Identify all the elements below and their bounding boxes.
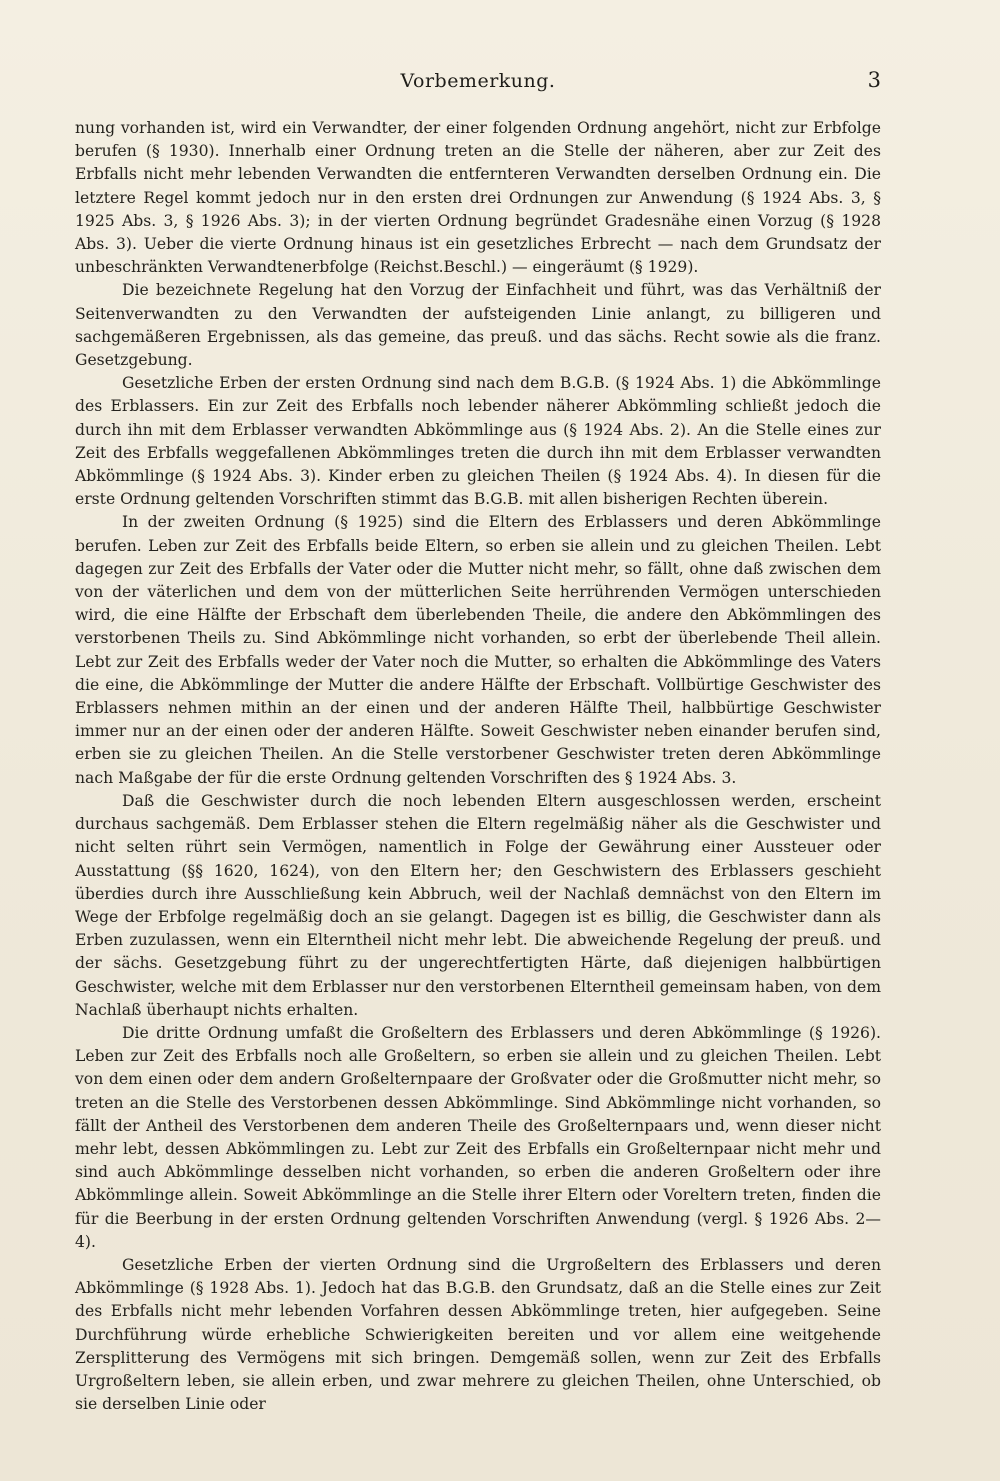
paragraph-erste-ordnung: Gesetzliche Erben der ersten Ordnung sind nach dem B.G.B. (§ 1924 Abs. 1) die Abkömmlinge des Erblassers. Ein zur Zeit des Erbfalls noch lebender näherer Abkömmling schließt jedoch die durch ihn mit dem Erblasser verwandten Abkömmlinge aus (§ 1924 Abs. 2). An die Stelle eines zur Zeit des Erbfalls weggefallenen Abkömmlinges treten die durch ihn mit dem Erblasser verwandten Abkömmlinge (§ 1924 Abs. 3). Kinder erben zu gleichen Theilen (§ 1924 Abs. 4). In diesen für die erste Ordnung geltenden Vorschriften stimmt das B.G.B. mit allen bisherigen Rechten überein.	[75, 374, 881, 509]
paragraph-zweite-ordnung: In der zweiten Ordnung (§ 1925) sind die Eltern des Erblassers und deren Abkömmlinge berufen. Leben zur Zeit des Erbfalls beide Eltern, so erben sie allein und zu gleichen Theilen. Lebt dagegen zur Zeit des Erbfalls der Vater oder die Mutter nicht mehr, so fällt, ohne daß zwischen dem von der väterlichen und dem von der mütterlichen Seite herrührenden Vermögen unterschieden wird, die eine Hälfte der Erbschaft dem überlebenden Theile, die andere den Abkömmlingen des verstorbenen Theils zu. Sind Abkömmlinge nicht vorhanden, so erbt der überlebende Theil allein. Lebt zur Zeit des Erbfalls weder der Vater noch die Mutter, so erhalten die Abkömmlinge des Vaters die eine, die Abkömmlinge der Mutter die andere Hälfte der Erbschaft. Vollbürtige Geschwister des Erblassers nehmen mithin an der einen und der anderen Hälfte Theil, halbbürtige Geschwister immer nur an der einen oder der anderen Hälfte. Soweit Geschwister neben einander berufen sind, erben sie zu gleichen Theilen. An die Stelle verstorbener Geschwister treten deren Abkömmlinge nach Maßgabe der für die erste Ordnung geltenden Vorschriften des § 1924 Abs. 3.	[75, 513, 881, 787]
paragraph-regelung-vorzug: Die bezeichnete Regelung hat den Vorzug der Einfachheit und führt, was das Verhältniß der Seitenverwandten zu den Verwandten der aufsteigenden Linie anlangt, zu billigeren und sachgemäßeren Ergebnissen, als das gemeine, das preuß. und das sächs. Recht sowie als die franz. Gesetzgebung.	[75, 281, 881, 370]
body-text	[75, 117, 881, 1416]
paragraph-continuation: nung vorhanden ist, wird ein Verwandter, der einer folgenden Ordnung angehört, nicht zur Erbfolge berufen (§ 1930). Innerhalb einer Ordnung treten an die Stelle der näheren, aber zur Zeit des Erbfalls nicht mehr lebenden Verwandten die entfernteren Verwandten derselben Ordnung ein. Die letztere Regel kommt jedoch nur in den ersten drei Ordnungen zur Anwendung (§ 1924 Abs. 3, § 1925 Abs. 3, § 1926 Abs. 3); in der vierten Ordnung begründet Gradesnähe einen Vorzug (§ 1928 Abs. 3). Ueber die vierte Ordnung hinaus ist ein gesetzliches Erbrecht — nach dem Grundsatz der unbeschränkten Verwandtenerbfolge (Reichst.Beschl.) — eingeräumt (§ 1929).	[75, 119, 881, 277]
page-number: 3	[867, 68, 881, 92]
page-header	[75, 66, 881, 98]
paragraph-geschwister: Daß die Geschwister durch die noch lebenden Eltern ausgeschlossen werden, erscheint durchaus sachgemäß. Dem Erblasser stehen die Eltern regelmäßig näher als die Geschwister und nicht selten rührt sein Vermögen, namentlich in Folge der Gewährung einer Aussteuer oder Ausstattung (§§ 1620, 1624), von den Eltern her; den Geschwistern des Erblassers geschieht überdies durch ihre Ausschließung kein Abbruch, weil der Nachlaß demnächst von den Eltern im Wege der Erbfolge regelmäßig doch an sie gelangt. Dagegen ist es billig, die Geschwister dann als Erben zuzulassen, wenn ein Elterntheil nicht mehr lebt. Die abweichende Regelung der preuß. und der sächs. Gesetzgebung führt zu der ungerechtfertigten Härte, daß diejenigen halbbürtigen Geschwister, welche mit dem Erblasser nur den verstorbenen Elterntheil gemeinsam haben, von dem Nachlaß überhaupt nichts erhalten.	[75, 791, 881, 1019]
paragraph-vierte-ordnung: Gesetzliche Erben der vierten Ordnung sind die Urgroßeltern des Erblassers und deren Abkömmlinge (§ 1928 Abs. 1). Jedoch hat das B.G.B. den Grundsatz, daß an die Stelle eines zur Zeit des Erbfalls nicht mehr lebenden Vorfahren dessen Abkömmlinge treten, hier aufgegeben. Seine Durchführung würde erhebliche Schwierigkeiten bereiten und vor allem eine weitgehende Zersplitterung des Vermögens mit sich bringen. Demgemäß sollen, wenn zur Zeit des Erbfalls Urgroßeltern leben, sie allein erben, und zwar mehrere zu gleichen Theilen, ohne Unterschied, ob sie derselben Linie oder	[75, 1255, 881, 1414]
running-title: Vorbemerkung.	[400, 70, 556, 92]
paragraph-dritte-ordnung: Die dritte Ordnung umfaßt die Großeltern des Erblassers und deren Abkömmlinge (§ 1926). Leben zur Zeit des Erbfalls noch alle Großeltern, so erben sie allein und zu gleichen Theilen. Lebt von dem einen oder dem andern Großelternpaare der Großvater oder die Großmutter nicht mehr, so treten an die Stelle des Verstorbenen dessen Abkömmlinge. Sind Abkömmlinge nicht vorhanden, so fällt der Antheil des Verstorbenen dem anderen Theile des Großelternpaars und, wenn dieser nicht mehr lebt, dessen Abkömmlingen zu. Lebt zur Zeit des Erbfalls ein Großelternpaar nicht mehr und sind auch Abkömmlinge desselben nicht vorhanden, so erben die anderen Großeltern oder ihre Abkömmlinge allein. Soweit Abkömmlinge an die Stelle ihrer Eltern oder Voreltern treten, finden die für die Beerbung in der ersten Ordnung geltenden Vorschriften Anwendung (vergl. § 1926 Abs. 2—4).	[75, 1023, 881, 1251]
